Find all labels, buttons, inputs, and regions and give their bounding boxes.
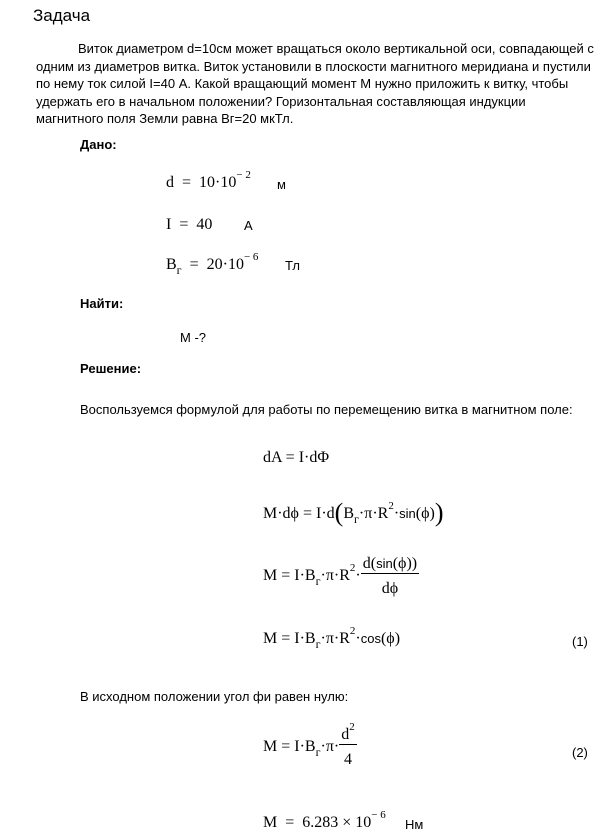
solution-intro: Воспользуемся формулой для работы по перемещению витка в магнитном поле: [80,402,573,417]
find-heading: Найти: [80,296,124,311]
problem-text: Виток диаметром d=10см может вращаться около вертикальной оси, совпадающей с одним из диаметров витка. Виток установили в плоскости магнитного меридиана и пустили по нему ток силой I=40 А. Какой вращающий момент М нужно приложить к витку, чтобы удержать его в начальном положении? Горизонтальная составляющая индукции магнитного поля Земли равна Вг=20 мкТл. [36,41,594,126]
given-b-unit: Тл [285,258,300,273]
equation-moment-differential: $M\cdot d\phi = I\cdot d(B_г\cdot\pi\cdot R^2\cdot\sin(\phi))$ [263,498,444,527]
equation-moment-derivative: $M = I\cdot B_г\cdot\pi\cdot R^2\cdot$ $\frac{d(\sin(\phi))}{d\phi}$ [263,555,418,597]
given-i: I = 40 [166,216,213,233]
equation-moment-cos: $M = I\cdot B_г\cdot\pi\cdot R^2\cdot\cos(\phi)$ [263,625,401,651]
page-title: Задача [33,6,91,25]
find-item: М -? [180,330,206,345]
result-value: $M = 6.283 \times 10^{- 6}$ [263,809,386,831]
solution-note: В исходном положении угол фи равен нулю: [80,689,349,704]
given-d: $d = 10\cdot 10^{- 2}$ [166,169,251,191]
equation-moment-final: $M = I\cdot B_г\cdot\pi\cdot$ $\frac{d^2}{4}$ [263,721,355,768]
given-d-unit: м [277,177,286,192]
equation-number-1: (1) [572,634,588,649]
given-heading: Дано: [80,137,117,152]
solution-heading: Решение: [80,361,142,376]
equation-number-2: (2) [572,745,588,760]
equation-work: dA = I·dΦ [263,449,330,466]
given-i-unit: А [244,218,253,233]
given-b: $B_г = 20\cdot 10^{- 6}$ [166,251,259,277]
result-unit: Нм [405,817,424,832]
